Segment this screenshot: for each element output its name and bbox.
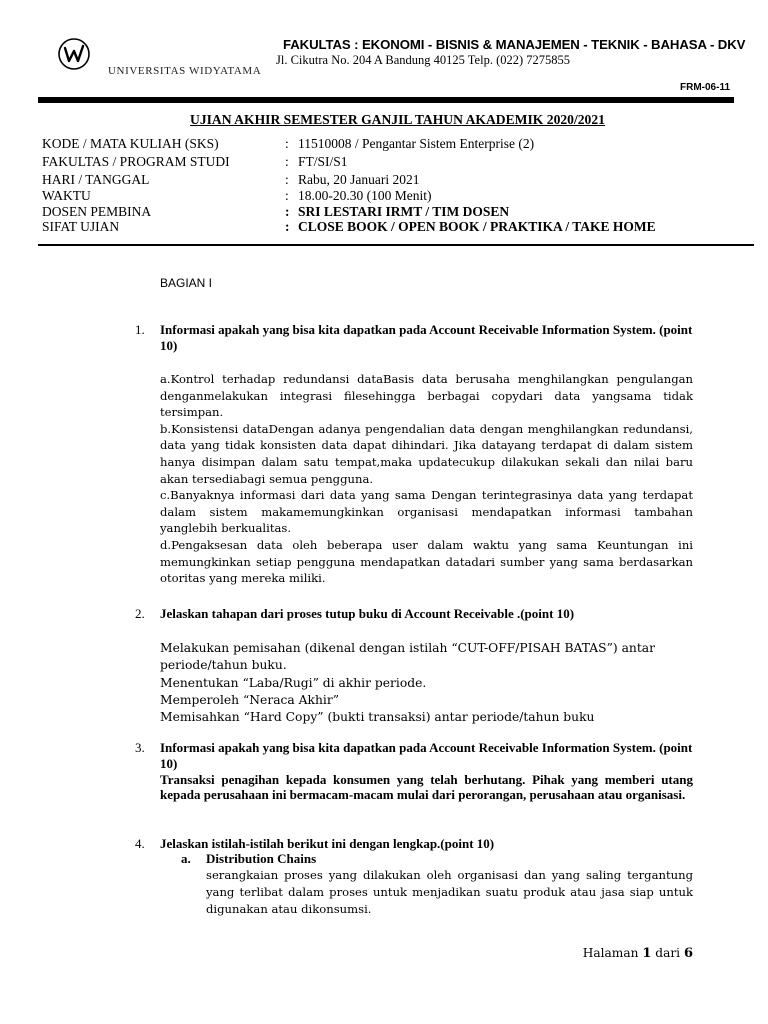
info-divider — [38, 244, 754, 246]
info-value: 18.00-20.30 (100 Menit) — [298, 188, 432, 203]
answer-paragraph: a.Kontrol terhadap redundansi dataBasis data berusaha menghilangkan pengulangan denganmelakukan integrasi filesehingga berbagai copydari data yangsama tidak tersimpan. — [160, 372, 693, 420]
current-page: 1 — [642, 946, 652, 961]
footer-prefix: Halaman — [582, 946, 639, 960]
info-label: KODE / MATA KULIAH (SKS) — [42, 136, 219, 151]
question-text: Jelaskan istilah-istilah berikut ini dengan lengkap.(point 10) — [160, 836, 495, 851]
answer-paragraph: Transaksi penagihan kepada konsumen yang telah berhutang. Pihak yang memberi utang kepada perusahaan ini bermacam-macam mulai dari perorangan, perusahaan atau organisasi. — [160, 772, 693, 803]
info-label: HARI / TANGGAL — [42, 172, 150, 187]
info-label: FAKULTAS / PROGRAM STUDI — [42, 154, 230, 169]
section-label: BAGIAN I — [160, 276, 213, 290]
form-code: FRM-06-11 — [680, 82, 731, 93]
info-colon: : — [285, 136, 289, 151]
university-name: UNIVERSITAS WIDYATAMA — [108, 65, 262, 77]
question-text: Jelaskan tahapan dari proses tutup buku di Account Receivable .(point 10) — [160, 606, 575, 621]
answer-paragraph: Memisahkan “Hard Copy” (bukti transaksi) antar periode/tahun buku — [160, 710, 595, 725]
faculty-line: FAKULTAS : EKONOMI - BISNIS & MANAJEMEN - TEKNIK - BAHASA - DKV — [283, 37, 746, 52]
info-colon: : — [285, 172, 289, 187]
header-divider — [38, 97, 734, 103]
answer-block — [160, 371, 693, 587]
answer-paragraph: b.Konsistensi dataDengan adanya pengendalian data dengan menghilangkan redundansi, data yang tidak konsisten data dapat dihindari. Jika datayang terdapat di dalam sistem hanya disimpan dalam satu tempat,maka updatecukup dilakukan sekali dan nilai baru akan tersediabagi semua pengguna. — [160, 421, 693, 486]
info-value: SRI LESTARI IRMT / TIM DOSEN — [298, 204, 510, 219]
info-label: SIFAT UJIAN — [42, 219, 120, 234]
exam-title: UJIAN AKHIR SEMESTER GANJIL TAHUN AKADEMIK 2020/2021 — [190, 112, 605, 127]
answer-paragraph: Memperoleh “Neraca Akhir” — [160, 692, 340, 707]
sub-item-body: serangkaian proses yang dilakukan oleh organisasi dan yang saling tergantung yang terlibat dalam proses untuk menjadikan suatu produk atau jasa siap untuk digunakan atau dikonsumsi. — [206, 868, 693, 916]
info-colon: : — [285, 154, 289, 169]
question-number: 1. — [135, 322, 145, 337]
sub-item-letter: a. — [181, 851, 191, 866]
sub-item-title: Distribution Chains — [206, 851, 317, 866]
info-label: WAKTU — [42, 188, 91, 203]
answer-block — [160, 640, 700, 726]
total-pages: 6 — [683, 946, 693, 961]
footer-middle: dari — [655, 946, 681, 960]
info-colon: : — [285, 188, 289, 203]
info-value: CLOSE BOOK / OPEN BOOK / PRAKTIKA / TAKE HOME — [298, 219, 656, 234]
address-line: Jl. Cikutra No. 204 A Bandung 40125 Telp. (022) 7275855 — [276, 53, 571, 67]
question-text: Informasi apakah yang bisa kita dapatkan pada Account Receivable Information System. (point 10) — [160, 740, 693, 771]
answer-paragraph: Melakukan pemisahan (dikenal dengan istilah “CUT-OFF/PISAH BATAS”) antar periode/tahun buku. — [160, 641, 655, 673]
info-label: DOSEN PEMBINA — [42, 204, 152, 219]
question-number: 4. — [135, 836, 145, 851]
info-colon: : — [285, 204, 290, 219]
question-number: 3. — [135, 740, 145, 755]
question-text: Informasi apakah yang bisa kita dapatkan pada Account Receivable Information System. (point 10) — [160, 322, 693, 353]
info-value: 11510008 / Pengantar Sistem Enterprise (2) — [298, 136, 535, 151]
answer-paragraph: d.Pengaksesan data oleh beberapa user dalam waktu yang sama Keuntungan ini memungkinkan setiap pengguna mendapatkan datadari sumber yang sama berdasarkan otoritas yang mereka miliki. — [160, 537, 693, 586]
question-number: 2. — [135, 606, 145, 621]
page-footer — [583, 946, 693, 961]
info-colon: : — [285, 219, 290, 234]
info-value: Rabu, 20 Januari 2021 — [298, 172, 420, 187]
info-value: FT/SI/S1 — [298, 154, 348, 169]
answer-paragraph: c.Banyaknya informasi dari data yang sama Dengan terintegrasinya data yang terdapat dalam sistem makamemungkinkan organisasi mendapatkan informasi tambahan yanglebih berkualitas. — [160, 488, 693, 536]
answer-paragraph: Menentukan “Laba/Rugi” di akhir periode. — [160, 675, 427, 690]
university-logo — [56, 36, 92, 72]
